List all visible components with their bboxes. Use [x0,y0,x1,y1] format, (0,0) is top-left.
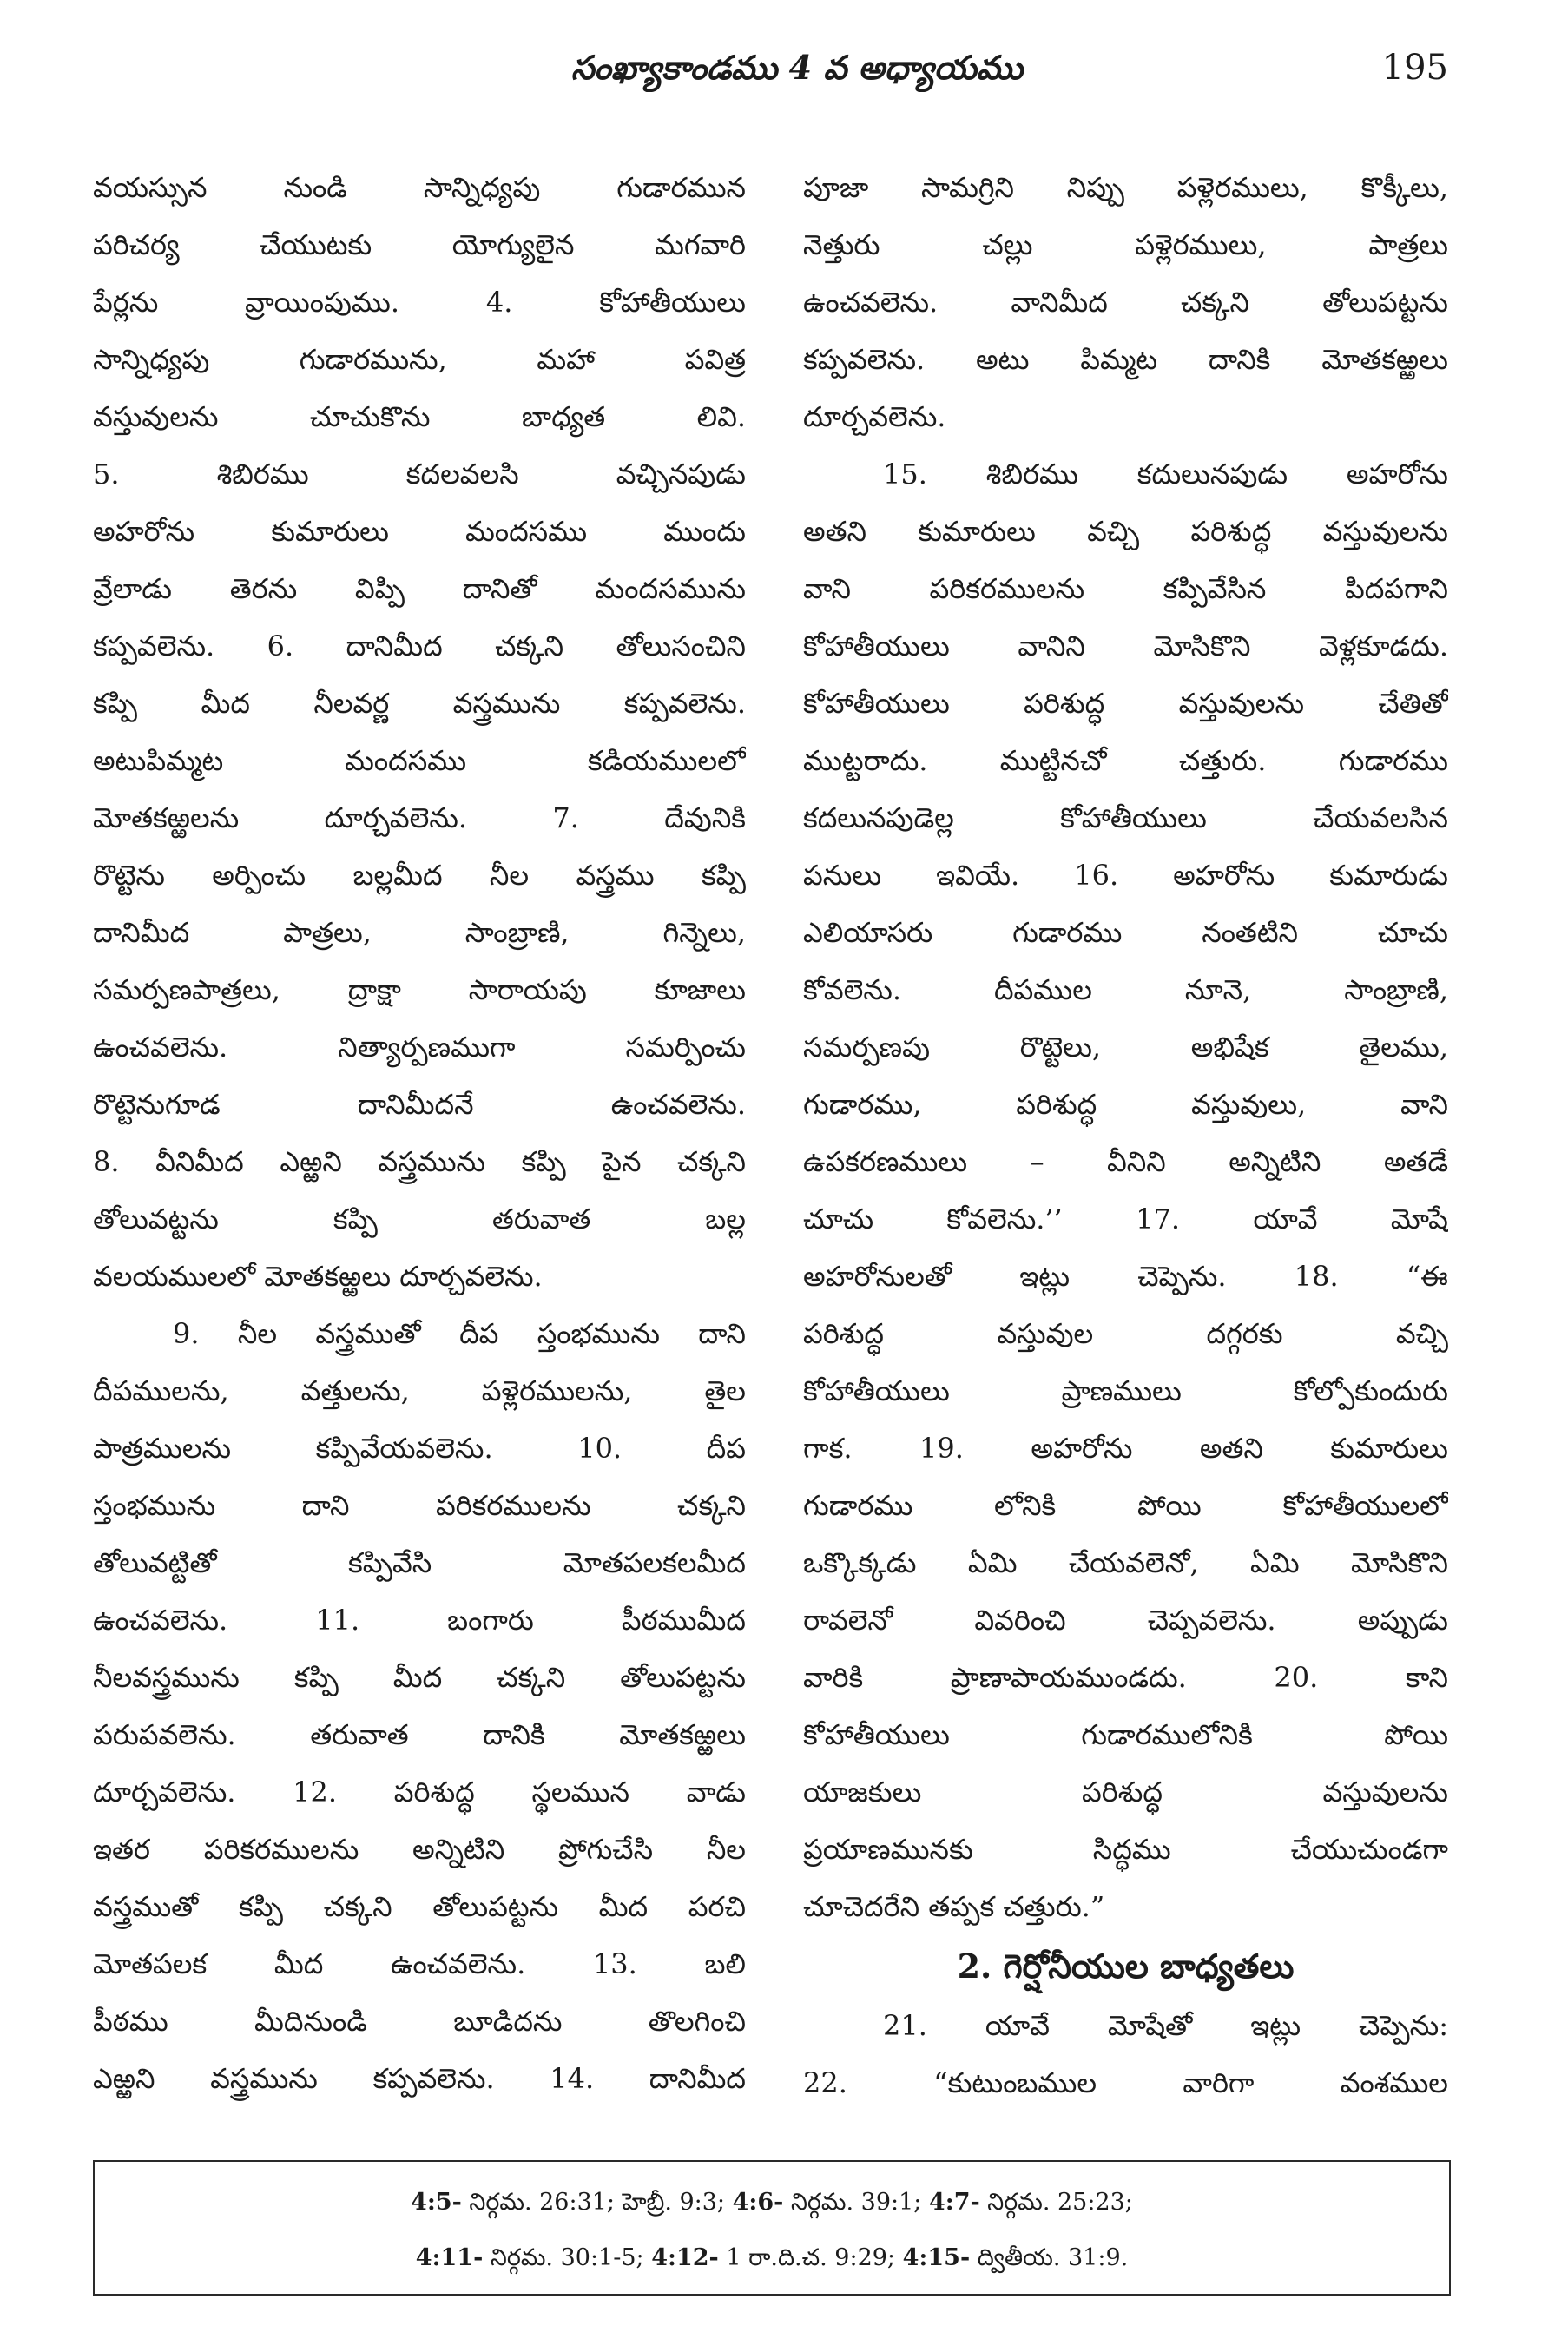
text-line: వస్తువులను చూచుకొను బాధ్యత లివి. [93,400,746,433]
text-line: ఉపకరణములు – వీనిని అన్నిటిని అతడే [803,1145,1448,1178]
text-line: గాక. 19. అహరోను అతని కుమారులు [803,1432,1448,1465]
text-line: వ్రేలాడు తెరను విప్పి దానితో మందసమును [93,572,746,605]
text-line: గుడారము, పరిశుద్ధ వస్తువులు, వాని [803,1088,1448,1121]
text-line: కోహాతీయులు గుడారములోనికి పోయి [803,1718,1448,1751]
text-line: చూచెదరేని తప్పక చత్తురు.” [803,1890,1105,1923]
text-line: పరిశుద్ధ వస్తువుల దగ్గరకు వచ్చి [803,1317,1448,1350]
text-line: పీఠము మీదినుండి బూడిదను తొలగించి [93,2005,746,2038]
cross-reference-label: 4:15- [902,2244,971,2271]
cross-reference-text: నిర్గమ. 39:1; [783,2189,929,2216]
cross-reference-text: ద్వితీయ. 31:9. [970,2244,1129,2271]
text-line: దూర్చవలెను. 12. పరిశుద్ధ స్థలమున వాడు [93,1776,746,1808]
text-line: అతని కుమారులు వచ్చి పరిశుద్ధ వస్తువులను [803,515,1448,548]
text-line: తోలువట్టితో కప్పివేసి మోతపలకలమీద [93,1546,746,1579]
running-head-title: సంఖ్యాకాండము 4 వ అధ్యాయము [570,48,1024,87]
text-line: నెత్తురు చల్లు పళ్లెరములు, పాత్రలు [803,228,1448,261]
text-line: సమర్పణపు రొట్టెలు, అభిషేక తైలము, [803,1031,1448,1064]
text-line: 21. యావే మోషేతో ఇట్లు చెప్పెను: [883,2009,1448,2042]
cross-reference-line [95,2175,1449,2230]
text-line: పనులు ఇవియే. 16. అహరోను కుమారుడు [803,859,1448,892]
left-text-column [93,159,746,2107]
text-line: సాన్నిధ్యపు గుడారమును, మహా పవిత్ర [93,343,746,376]
text-line: 9. నీల వస్త్రముతో దీప స్తంభమును దాని [173,1317,746,1350]
text-line: అహరోనులతో ఇట్లు చెప్పెను. 18. “ఈ [803,1260,1448,1293]
cross-reference-label: 4:5- [411,2189,462,2216]
cross-reference-text: నిర్గమ. 25:23; [979,2189,1133,2216]
text-line: ప్రయాణమునకు సిద్ధము చేయుచుండగా [803,1833,1448,1866]
text-line: ఎలియాసరు గుడారము నంతటిని చూచు [803,916,1448,949]
text-line: ఉంచవలెను. నిత్యార్పణముగా సమర్పించు [93,1031,746,1064]
text-line: పాత్రములను కప్పివేయవలెను. 10. దీప [93,1432,746,1465]
cross-reference-text: నిర్గమ. 26:31; హెబ్రీ. 9:3; [461,2189,733,2216]
text-line: పూజా సామగ్రిని నిప్పు పళ్లెరములు, కొక్కీలు, [803,171,1448,204]
text-line: వయస్సున నుండి సాన్నిధ్యపు గుడారమున [93,171,746,204]
text-line: ఎఱ్ఱని వస్త్రమును కప్పవలెను. 14. దానిమీద [93,2062,746,2095]
text-line: పరిచర్య చేయుటకు యోగ్యులైన మగవారి [93,228,746,261]
text-line: కప్పి మీద నీలవర్ణ వస్త్రమును కప్పవలెను. [93,687,746,720]
cross-reference-box [93,2160,1451,2296]
cross-reference-text: నిర్గమ. 30:1-5; [483,2244,652,2271]
text-line: కోహాతీయులు పరిశుద్ధ వస్తువులను చేతితో [803,687,1448,720]
text-line: కోహాతీయులు వానిని మోసికొని వెళ్లకూడదు. [803,629,1448,662]
text-line: మోతకఱ్ఱలను దూర్చవలెను. 7. దేవునికి [93,801,746,834]
text-line: తోలువట్టను కప్పి తరువాత బల్ల [93,1202,746,1235]
section-heading: 2. గెర్షోనీయుల బాధ్యతలు [957,1947,1295,1986]
text-line: దూర్చవలెను. [803,400,946,433]
text-line: సమర్పణపాత్రలు, ద్రాక్షా సారాయపు కూజాలు [93,973,746,1006]
text-line: ఉంచవలెను. వానిమీద చక్కని తోలుపట్టను [803,286,1448,319]
text-line: 15. శిబిరము కదులునపుడు అహరోను [883,458,1448,491]
text-line: రొట్టెనుగూడ దానిమీదనే ఉంచవలెను. [93,1088,746,1121]
text-line: 8. వీనిమీద ఎఱ్ఱని వస్త్రమును కప్పి పైన చక్కని [93,1145,746,1178]
text-line: చూచు కోవలెను.’’ 17. యావే మోషే [803,1202,1448,1235]
text-line: స్తంభమును దాని పరికరములను చక్కని [93,1489,746,1522]
text-line: గుడారము లోనికి పోయి కోహాతీయులలో [803,1489,1448,1522]
text-line: రావలెనో వివరించి చెప్పవలెను. అప్పుడు [803,1604,1448,1637]
cross-reference-label: 4:7- [928,2189,980,2216]
text-line: 22. “కుటుంబముల వారిగా వంశముల [803,2066,1448,2099]
right-column-body [803,159,1448,1935]
cross-reference-line [95,2230,1449,2286]
text-line: దీపములను, వత్తులను, పళ్లెరములను, తైల [93,1374,746,1407]
text-line: ఒక్కొక్కడు ఏమి చేయవలెనో, ఏమి మోసికొని [803,1546,1448,1579]
right-column-continuation [803,1997,1448,2112]
text-line: అటుపిమ్మట మందసము కడియములలో [93,744,746,777]
cross-reference-label: 4:12- [651,2244,719,2271]
text-line: పేర్లను వ్రాయింపుము. 4. కోహాతీయులు [93,286,746,319]
cross-reference-text: 1 రా.ది.చ. 9:29; [718,2244,903,2271]
cross-reference-label: 4:11- [415,2244,484,2271]
text-line: వలయములలో మోతకఱ్ఱలు దూర్చవలెను. [93,1260,543,1293]
text-line: వస్త్రముతో కప్పి చక్కని తోలుపట్టను మీద పరచి [93,1890,746,1923]
text-line: రొట్టెను అర్పించు బల్లమీద నీల వస్త్రము కప్పి [93,859,746,892]
text-line: యాజకులు పరిశుద్ధ వస్తువులను [803,1776,1448,1808]
text-line: అహరోను కుమారులు మందసము ముందు [93,515,746,548]
text-line: పరుపవలెను. తరువాత దానికి మోతకఱ్ఱలు [93,1718,746,1751]
text-line: ఉంచవలెను. 11. బంగారు పీఠముమీద [93,1604,746,1637]
text-line: కదలునపుడెల్ల కోహాతీయులు చేయవలసిన [803,801,1448,834]
text-line: దానిమీద పాత్రలు, సాంబ్రాణి, గిన్నెలు, [93,916,746,949]
page-number: 195 [1381,48,1448,88]
cross-reference-label: 4:6- [732,2189,784,2216]
text-line: కప్పవలెను. 6. దానిమీద చక్కని తోలుసంచిని [93,629,746,662]
text-line: ముట్టరాదు. ముట్టినచో చత్తురు. గుడారము [803,744,1448,777]
text-line: కోవలెను. దీపముల నూనె, సాంబ్రాణి, [803,973,1448,1006]
text-line: కప్పవలెను. అటు పిమ్మట దానికి మోతకఱ్ఱలు [803,343,1448,376]
text-line: వాని పరికరములను కప్పివేసిన పిదపగాని [803,572,1448,605]
text-line: నీలవస్త్రమును కప్పి మీద చక్కని తోలుపట్టను [93,1661,746,1694]
text-line: కోహాతీయులు ప్రాణములు కోల్పోకుందురు [803,1374,1448,1407]
right-text-column [803,159,1448,2112]
text-line: ఇతర పరికరములను అన్నిటిని ప్రోగుచేసి నీల [93,1833,746,1866]
text-line: వారికి ప్రాణాపాయముండదు. 20. కాని [803,1661,1448,1694]
text-line: 5. శిబిరము కదలవలసి వచ్చినపుడు [93,458,746,491]
text-line: మోతపలక మీద ఉంచవలెను. 13. బలి [93,1947,746,1980]
